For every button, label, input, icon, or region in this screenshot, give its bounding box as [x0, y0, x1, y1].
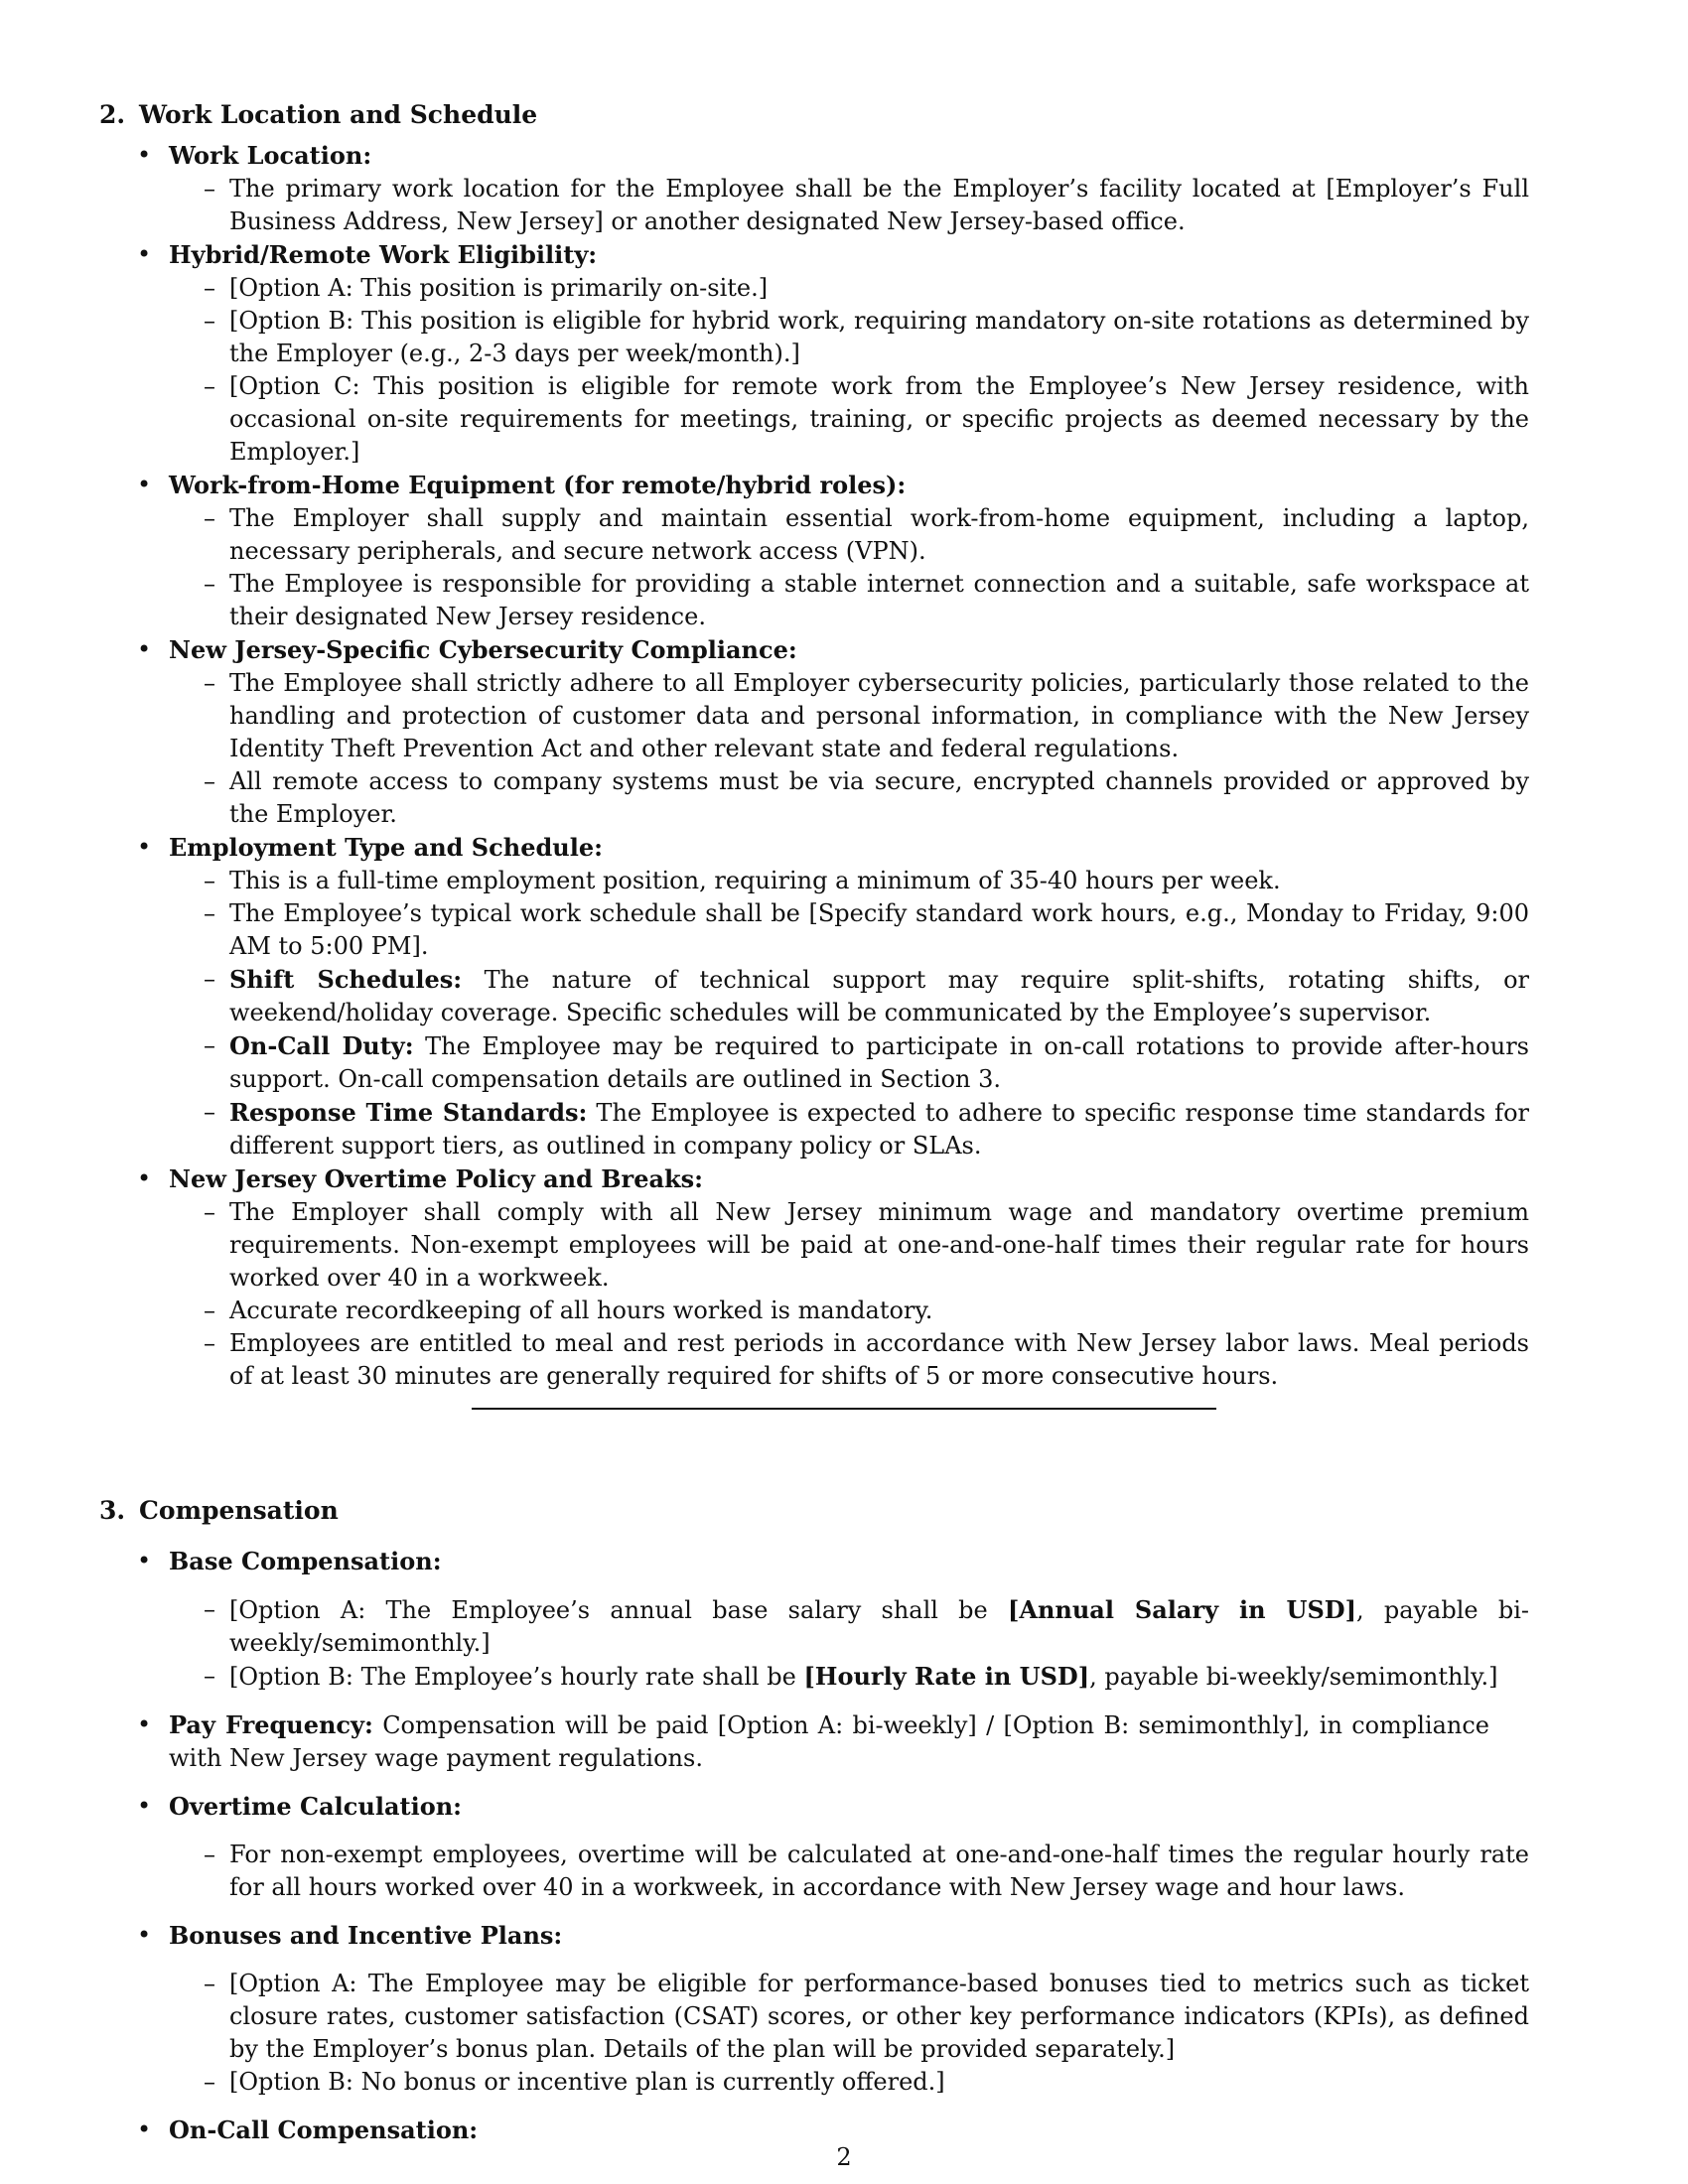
response-text: The Employee is expected to adhere to specific response time standards for different support tiers, as outlined in company policy or SLAs.	[229, 1099, 1529, 1160]
list-item: – The Employer shall supply and maintain essential work-from-home equipment, including a laptop, necessary peripherals, and secure network access (VPN).	[169, 502, 1529, 568]
list-item: – [Option A: The Employee may be eligible for performance-based bonuses tied to metrics such as ticket closure rates, customer satisfaction (CSAT) scores, or other key performance indicators (KPIs), as defined by the Employer’s bonus plan. Details of the plan will be provided separately.]	[169, 1968, 1529, 2066]
overtime-sublist	[169, 1196, 1589, 1393]
hybrid-heading: Hybrid/Remote Work Eligibility:	[169, 240, 598, 269]
overtime-heading: New Jersey Overtime Policy and Breaks:	[169, 1164, 704, 1193]
base-a-pre: [Option A: The Employee’s annual base salary shall be	[229, 1596, 1008, 1624]
base-b-post: , payable bi-weekly/semimonthly.]	[1089, 1663, 1498, 1691]
list-item: – [Option B: This position is eligible for hybrid work, requiring mandatory on-site rotations as determined by the Employer (e.g., 2-3 days per week/month).]	[169, 305, 1529, 370]
section-2-number: 2.	[99, 100, 126, 129]
base-sublist	[169, 1593, 1589, 1694]
page-number: 2	[836, 2143, 852, 2171]
oncall-text: The Employee may be required to participate in on-call rotations to provide after-hours support. On-call compensation details are outlined in Section 3.	[229, 1032, 1529, 1093]
section-2-heading	[99, 99, 1589, 131]
ot-calc-heading: Overtime Calculation:	[169, 1792, 463, 1821]
list-item: – For non-exempt employees, overtime will be calculated at one-and-one-half times the regular hourly rate for all hours worked over 40 in a workweek, in accordance with New Jersey wage and hour laws.	[169, 1839, 1529, 1904]
list-item: – The primary work location for the Employee shall be the Employer’s facility located at [Employer’s Full Business Address, New Jersey] or another designated New Jersey-based office.	[169, 173, 1529, 238]
list-item	[169, 1029, 1529, 1096]
base-b-bold: [Hourly Rate in USD]	[803, 1662, 1090, 1691]
list-item-pay-frequency	[99, 1708, 1489, 1775]
bonus-heading: Bonuses and Incentive Plans:	[169, 1921, 563, 1950]
list-item: – This is a full-time employment position, requiring a minimum of 35-40 hours per week.	[169, 865, 1529, 897]
list-item-employment	[99, 831, 1589, 1162]
wfh-heading: Work-from-Home Equipment (for remote/hybrid roles):	[169, 471, 907, 499]
base-heading: Base Compensation:	[169, 1547, 442, 1575]
bonus-sublist	[169, 1968, 1589, 2099]
section-3-number: 3.	[99, 1496, 126, 1525]
employment-sublist	[169, 865, 1589, 1162]
list-item-cyber	[99, 633, 1589, 831]
shift-label: Shift Schedules:	[229, 965, 463, 994]
shift-text: The nature of technical support may require split-shifts, rotating shifts, or weekend/holiday coverage. Specific schedules will be communicated by the Employee’s supervisor.	[229, 966, 1529, 1026]
employment-heading: Employment Type and Schedule:	[169, 833, 603, 862]
list-item-base-compensation	[99, 1545, 1589, 1694]
base-a-bold: [Annual Salary in USD]	[1007, 1595, 1356, 1624]
base-b-pre: [Option B: The Employee’s hourly rate shall be	[229, 1663, 804, 1691]
list-item: – [Option A: This position is primarily on-site.]	[169, 272, 1529, 305]
cyber-heading: New Jersey-Specific Cybersecurity Compliance:	[169, 635, 797, 664]
list-item-bonus	[99, 1919, 1589, 2099]
section-divider	[472, 1408, 1216, 1410]
list-item-work-location	[99, 139, 1589, 238]
hybrid-sublist	[169, 272, 1589, 469]
list-item	[169, 1593, 1529, 1660]
list-item: – The Employee is responsible for providing a stable internet connection and a suitable, safe workspace at their designated New Jersey residence.	[169, 568, 1529, 633]
list-item: – [Option C: This position is eligible for remote work from the Employee’s New Jersey residence, with occasional on-site requirements for meetings, training, or specific projects as deemed necessary by the Employer.]	[169, 370, 1529, 469]
section-2-list	[99, 139, 1589, 1393]
wfh-sublist	[169, 502, 1589, 633]
section-3-heading	[99, 1495, 1589, 1527]
pay-text: Compensation will be paid [Option A: bi-weekly] / [Option B: semimonthly], in compliance with New Jersey wage payment regulations.	[169, 1711, 1489, 1772]
section-3-title: Compensation	[139, 1496, 339, 1525]
list-item	[169, 963, 1529, 1029]
list-item	[169, 1660, 1529, 1694]
section-3-list	[99, 1545, 1589, 2147]
list-item-overtime	[99, 1162, 1589, 1393]
pay-heading: Pay Frequency:	[169, 1710, 373, 1739]
list-item-wfh	[99, 469, 1589, 633]
list-item: – The Employee’s typical work schedule shall be [Specify standard work hours, e.g., Monday to Friday, 9:00 AM to 5:00 PM].	[169, 897, 1529, 963]
list-item-hybrid	[99, 238, 1589, 469]
page-content	[99, 99, 1589, 2147]
work-location-heading: Work Location:	[169, 141, 372, 170]
list-item: – Employees are entitled to meal and rest periods in accordance with New Jersey labor laws. Meal periods of at least 30 minutes are generally required for shifts of 5 or more consecutive hours.	[169, 1327, 1529, 1393]
list-item: – [Option B: No bonus or incentive plan is currently offered.]	[169, 2066, 1529, 2099]
list-item: – The Employer shall comply with all New Jersey minimum wage and mandatory overtime premium requirements. Non-exempt employees will be paid at one-and-one-half times their regular rate for hours worked over 40 in a workweek.	[169, 1196, 1529, 1295]
list-item: – Accurate recordkeeping of all hours worked is mandatory.	[169, 1295, 1529, 1327]
list-item	[169, 1096, 1529, 1162]
list-item-overtime-calc	[99, 1790, 1589, 1904]
ot-calc-sublist	[169, 1839, 1589, 1904]
list-item: – All remote access to company systems must be via secure, encrypted channels provided or approved by the Employer.	[169, 765, 1529, 831]
base-a-post: , payable bi-weekly/semimonthly.]	[229, 1596, 1529, 1657]
section-2-title: Work Location and Schedule	[139, 100, 538, 129]
work-location-sublist	[169, 173, 1589, 238]
response-label: Response Time Standards:	[229, 1098, 588, 1127]
list-item: – The Employee shall strictly adhere to all Employer cybersecurity policies, particularly those related to the handling and protection of customer data and personal information, in compliance with the New Jersey Identity Theft Prevention Act and other relevant state and federal regulations.	[169, 667, 1529, 765]
oncall-label: On-Call Duty:	[229, 1031, 414, 1060]
cyber-sublist	[169, 667, 1589, 831]
oncall-comp-heading: On-Call Compensation:	[169, 2116, 479, 2144]
